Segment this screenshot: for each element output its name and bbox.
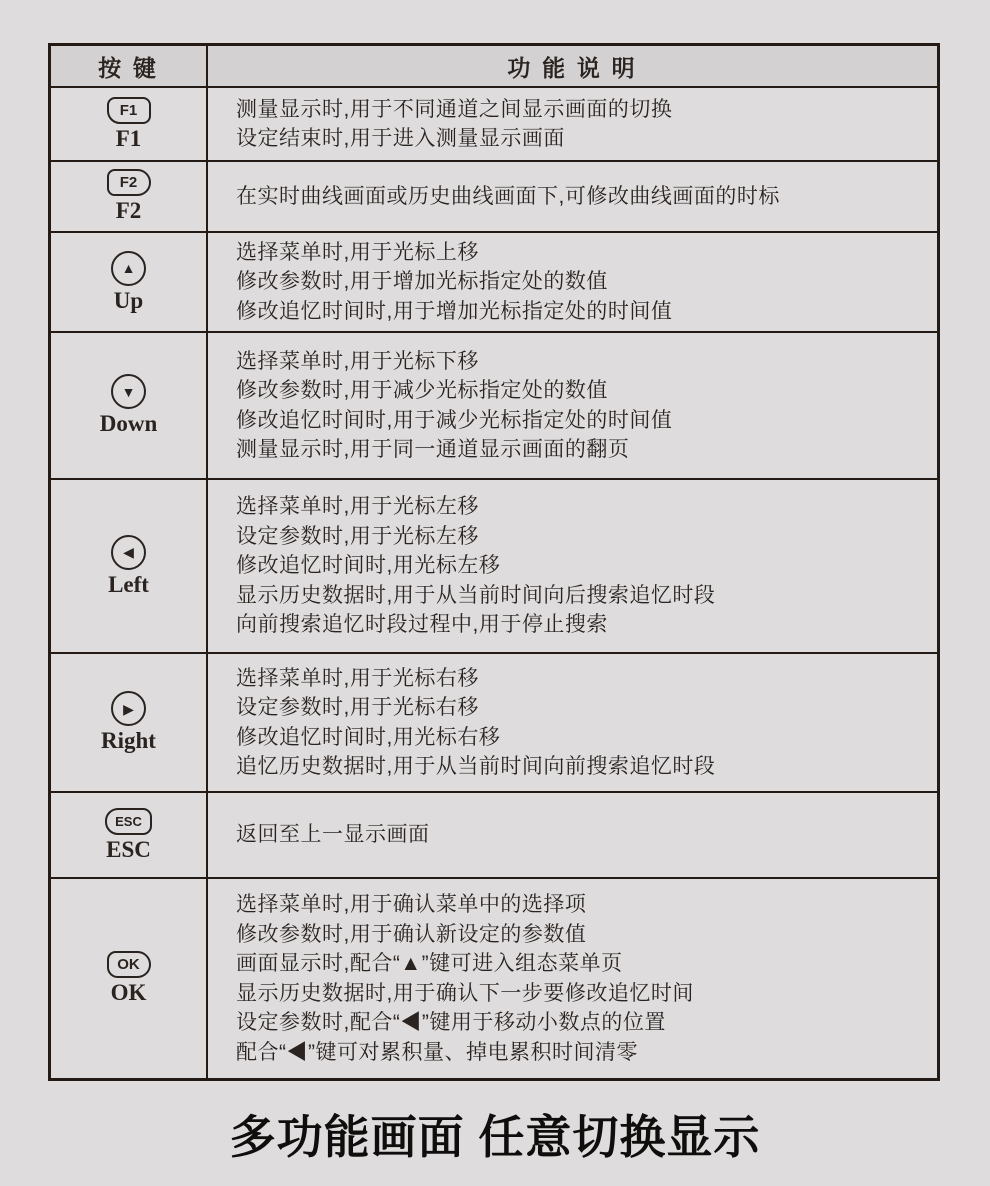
function-desc-line: 修改参数时,用于减少光标指定处的数值 [236,379,608,402]
function-desc-line: 修改追忆时间时,用光标右移 [236,725,501,749]
function-description-cell [208,480,937,652]
function-desc-line: 修改追忆时间时,用于减少光标指定处的时间值 [236,408,673,432]
function-desc-line: 选择菜单时,用于光标左移 [236,495,479,519]
key-name-label: Left [108,571,149,597]
function-desc-line: 设定参数时,配合“◀”键用于移动小数点的位置 [236,1011,666,1034]
down-arrow-icon: ▼ [111,374,146,409]
function-desc-line: 显示历史数据时,用于确认下一步要修改追忆时间 [236,981,694,1005]
function-description-cell [208,654,937,791]
right-arrow-icon: ▶ [111,691,146,726]
key-cell [51,879,208,1078]
function-desc-line: 选择菜单时,用于光标右移 [236,666,479,690]
table-row [51,88,937,162]
function-description-cell [208,879,937,1078]
key-cell [51,654,208,791]
function-desc-line: 设定结束时,用于进入测量显示画面 [236,127,565,150]
function-desc-line: 返回至上一显示画面 [236,823,430,847]
table-row [51,162,937,233]
key-cell [51,162,208,231]
table-row [51,333,937,480]
function-description-cell [208,793,937,877]
key-cell [51,233,208,331]
key-function-table [48,43,940,1081]
function-desc-line: 选择菜单时,用于光标下移 [236,349,479,373]
key-cell [51,333,208,478]
table-row [51,654,937,793]
key-name-label: Right [101,728,156,753]
function-desc-line: 在实时曲线画面或历史曲线画面下,可修改曲线画面的时标 [236,184,780,208]
function-description-cell [208,333,937,478]
table-row [51,480,937,654]
function-desc-line: 测量显示时,用于不同通道之间显示画面的切换 [236,97,673,121]
table-row [51,793,937,879]
f2-keycap-icon: F2 [107,169,151,196]
esc-keycap-icon: ESC [105,808,152,835]
function-description-cell [208,162,937,231]
ok-keycap-icon: OK [107,951,151,978]
function-desc-line: 设定参数时,用于光标右移 [236,696,479,719]
function-desc-line: 显示历史数据时,用于从当前时间向后搜索追忆时段 [236,583,716,607]
key-cell [51,480,208,652]
function-desc-line: 测量显示时,用于同一通道显示画面的翻页 [236,438,630,461]
up-arrow-icon: ▲ [111,251,146,286]
function-desc-line: 选择菜单时,用于光标上移 [236,240,479,264]
key-name-label: ESC [106,836,151,862]
function-desc-line: 修改追忆时间时,用光标左移 [236,554,501,578]
f1-keycap-icon: F1 [107,97,151,124]
page-title: 多功能画面 任意切换显示 [229,1111,761,1163]
key-name-label: Up [113,287,144,313]
key-name-label: F2 [115,198,142,223]
function-desc-line: 修改追忆时间时,用于增加光标指定处的时间值 [236,299,673,323]
table-header-row [51,46,937,88]
function-desc-line: 追忆历史数据时,用于从当前时间向前搜索追忆时段 [236,755,716,778]
function-desc-line: 配合“◀”键可对累积量、掉电累积时间清零 [236,1040,638,1064]
key-cell [51,88,208,160]
function-desc-line: 向前搜索追忆时段过程中,用于停止搜索 [236,613,608,637]
key-function-table-body [51,88,937,1078]
key-name-label: F1 [115,125,142,151]
function-desc-line: 设定参数时,用于光标左移 [236,524,479,548]
key-cell [51,793,208,877]
function-description-cell [208,88,937,160]
function-desc-line: 修改参数时,用于增加光标指定处的数值 [236,270,608,294]
header-function-column: 功 能 说 明 [507,55,638,81]
header-key-column: 按 键 [51,46,208,86]
table-row [51,233,937,333]
key-name-label: OK [110,980,147,1005]
function-desc-line: 选择菜单时,用于确认菜单中的选择项 [236,893,587,916]
function-desc-line: 画面显示时,配合“▲”键可进入组态菜单页 [236,952,623,975]
function-description-cell [208,233,937,331]
function-desc-line: 修改参数时,用于确认新设定的参数值 [236,922,587,946]
key-name-label: Down [99,411,158,436]
table-row [51,879,937,1078]
left-arrow-icon: ◀ [111,535,146,570]
